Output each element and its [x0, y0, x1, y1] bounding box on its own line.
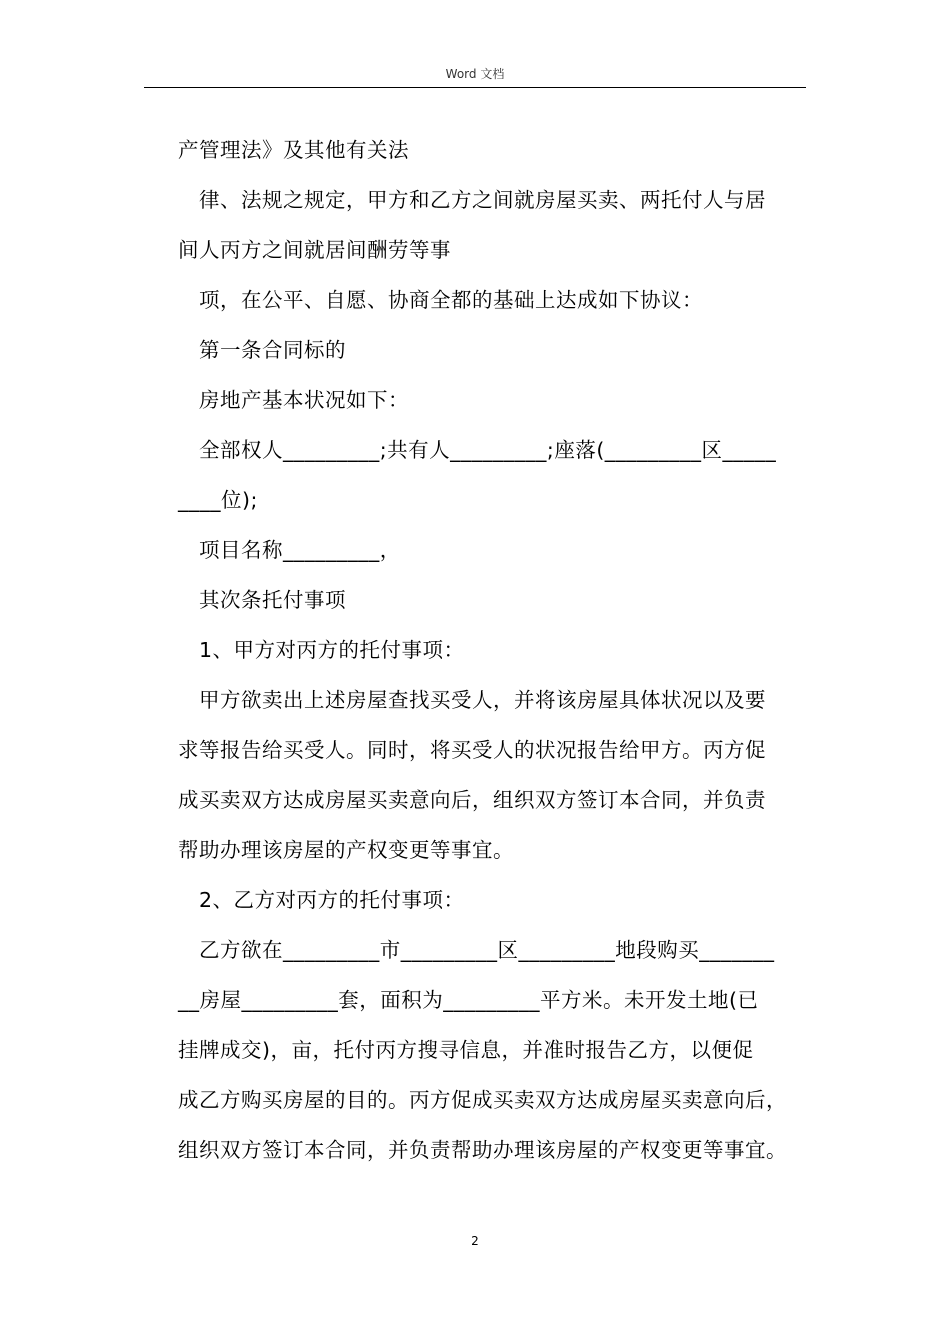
body-line: __房屋_________套，面积为_________平方米。未开发土地(已	[178, 988, 759, 1012]
body-line: 产管理法》及其他有关法	[178, 138, 409, 162]
body-line: 组织双方签订本合同，并负责帮助办理该房屋的产权变更等事宜。	[178, 1138, 787, 1162]
body-line: 间人丙方之间就居间酬劳等事	[178, 238, 451, 262]
body-line: 1、甲方对丙方的托付事项：	[199, 638, 465, 662]
body-line: 项目名称_________，	[199, 538, 401, 562]
body-line: 挂牌成交)，亩，托付丙方搜寻信息，并准时报告乙方，以便促	[178, 1038, 754, 1062]
body-line: 求等报告给买受人。同时，将买受人的状况报告给甲方。丙方促	[178, 738, 766, 762]
page-number: 2	[471, 1234, 479, 1248]
header-divider	[144, 87, 806, 88]
body-line: 2、乙方对丙方的托付事项：	[199, 888, 465, 912]
body-line: 乙方欲在_________市_________区_________地段购买_______	[199, 938, 775, 962]
body-line: 成乙方购买房屋的目的。丙方促成买卖双方达成房屋买卖意向后，	[178, 1088, 787, 1112]
page-header: Word 文档	[445, 67, 505, 81]
body-line: 甲方欲卖出上述房屋查找买受人，并将该房屋具体状况以及要	[199, 688, 766, 712]
body-line: 项，在公平、自愿、协商全都的基础上达成如下协议：	[199, 288, 703, 312]
body-line: 成买卖双方达成房屋买卖意向后，组织双方签订本合同，并负责	[178, 788, 766, 812]
article-heading: 第一条合同标的	[199, 338, 346, 362]
body-line: 房地产基本状况如下：	[199, 388, 409, 412]
body-line: 帮助办理该房屋的产权变更等事宜。	[178, 838, 514, 862]
article-heading: 其次条托付事项	[199, 588, 346, 612]
body-line: ____位);	[178, 488, 258, 512]
body-line: 全部权人_________;共有人_________;座落(_________区_____	[199, 438, 777, 462]
body-line: 律、法规之规定，甲方和乙方之间就房屋买卖、两托付人与居	[199, 188, 766, 212]
